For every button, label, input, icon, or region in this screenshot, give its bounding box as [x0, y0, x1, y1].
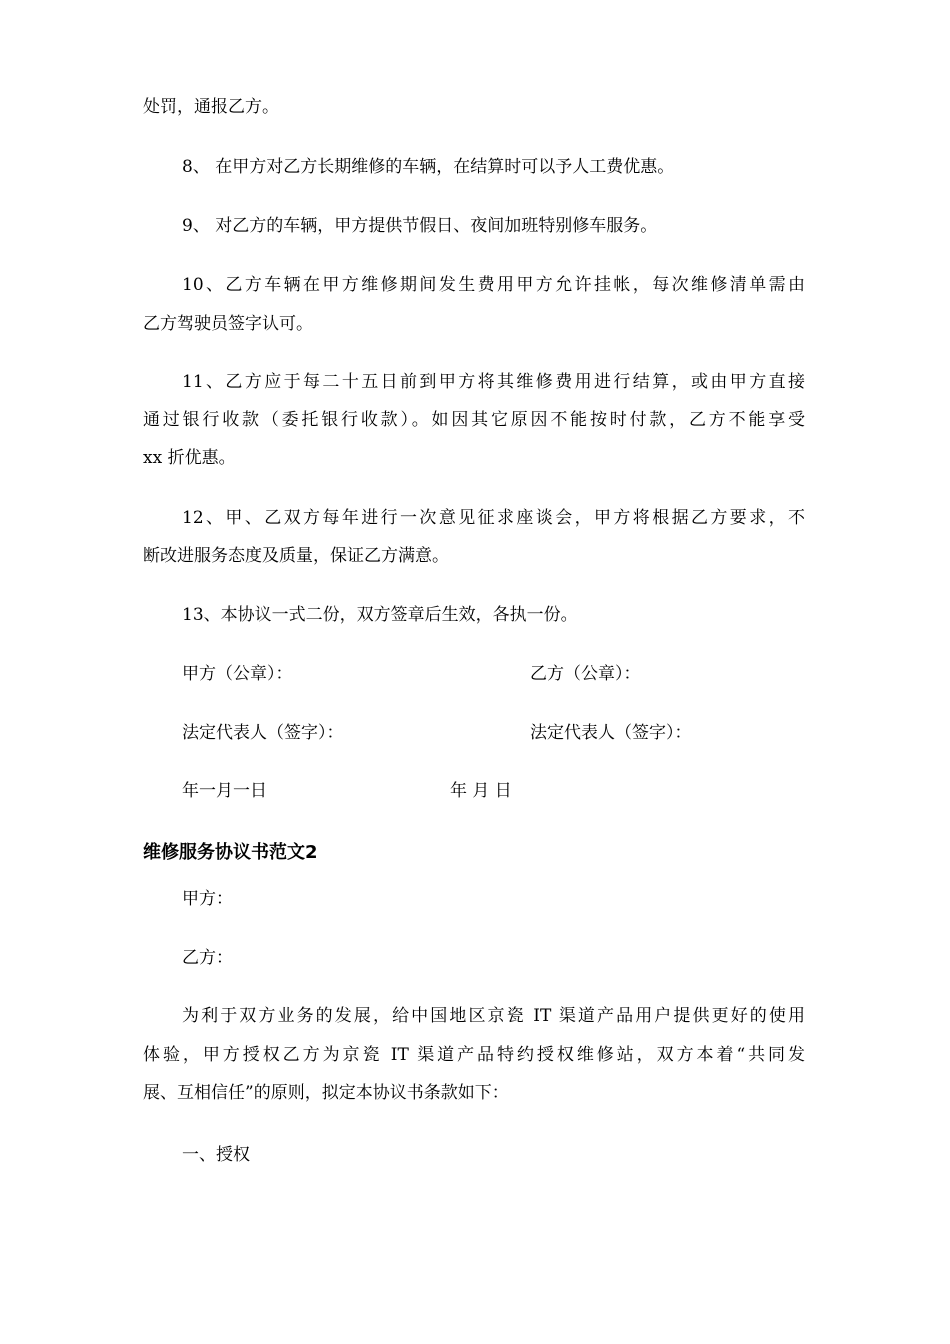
section-2-party-b: 乙方：: [182, 948, 233, 968]
party-a-seal: 甲方（公章）：: [182, 664, 293, 684]
party-b-date: 年 月 日: [450, 781, 512, 801]
paragraph-11-line-3: xx 折优惠。: [143, 448, 236, 468]
paragraph-10-line-2: 乙方驾驶员签字认可。: [143, 314, 313, 334]
paragraph-9: 9、 对乙方的车辆，甲方提供节假日、夜间加班特别修车服务。: [182, 216, 658, 236]
paragraph-13: 13、本协议一式二份，双方签章后生效，各执一份。: [182, 605, 578, 625]
section-2-intro-line-3: 展、互相信任”的原则，拟定本协议书条款如下：: [143, 1083, 509, 1103]
party-a-date: 年一月一日: [182, 781, 267, 801]
paragraph-10-line-1: 10、乙方车辆在甲方维修期间发生费用甲方允许挂帐，每次维修清单需由: [182, 275, 805, 295]
paragraph-7-end: 处罚，通报乙方。: [143, 97, 279, 117]
section-2-intro-line-2: 体验，甲方授权乙方为京瓷 IT 渠道产品特约授权维修站，双方本着“共同发: [143, 1045, 805, 1065]
section-2-party-a: 甲方：: [182, 889, 233, 909]
paragraph-12-line-2: 断改进服务态度及质量，保证乙方满意。: [143, 546, 449, 566]
section-2-intro-line-1: 为利于双方业务的发展，给中国地区京瓷 IT 渠道产品用户提供更好的使用: [182, 1006, 805, 1026]
paragraph-12-line-1: 12、甲、乙双方每年进行一次意见征求座谈会，甲方将根据乙方要求，不: [182, 508, 805, 528]
section-2-heading: 维修服务协议书范文2: [143, 842, 318, 863]
section-2-clause-1: 一、授权: [182, 1145, 250, 1165]
party-b-seal: 乙方（公章）：: [530, 664, 641, 684]
party-a-representative: 法定代表人（签字）：: [182, 723, 344, 743]
party-b-representative: 法定代表人（签字）：: [530, 723, 692, 743]
paragraph-11-line-1: 11、乙方应于每二十五日前到甲方将其维修费用进行结算，或由甲方直接: [182, 372, 805, 392]
paragraph-8: 8、 在甲方对乙方长期维修的车辆，在结算时可以予人工费优惠。: [182, 157, 675, 177]
paragraph-11-line-2: 通过银行收款（委托银行收款）。如因其它原因不能按时付款，乙方不能享受: [143, 410, 805, 430]
